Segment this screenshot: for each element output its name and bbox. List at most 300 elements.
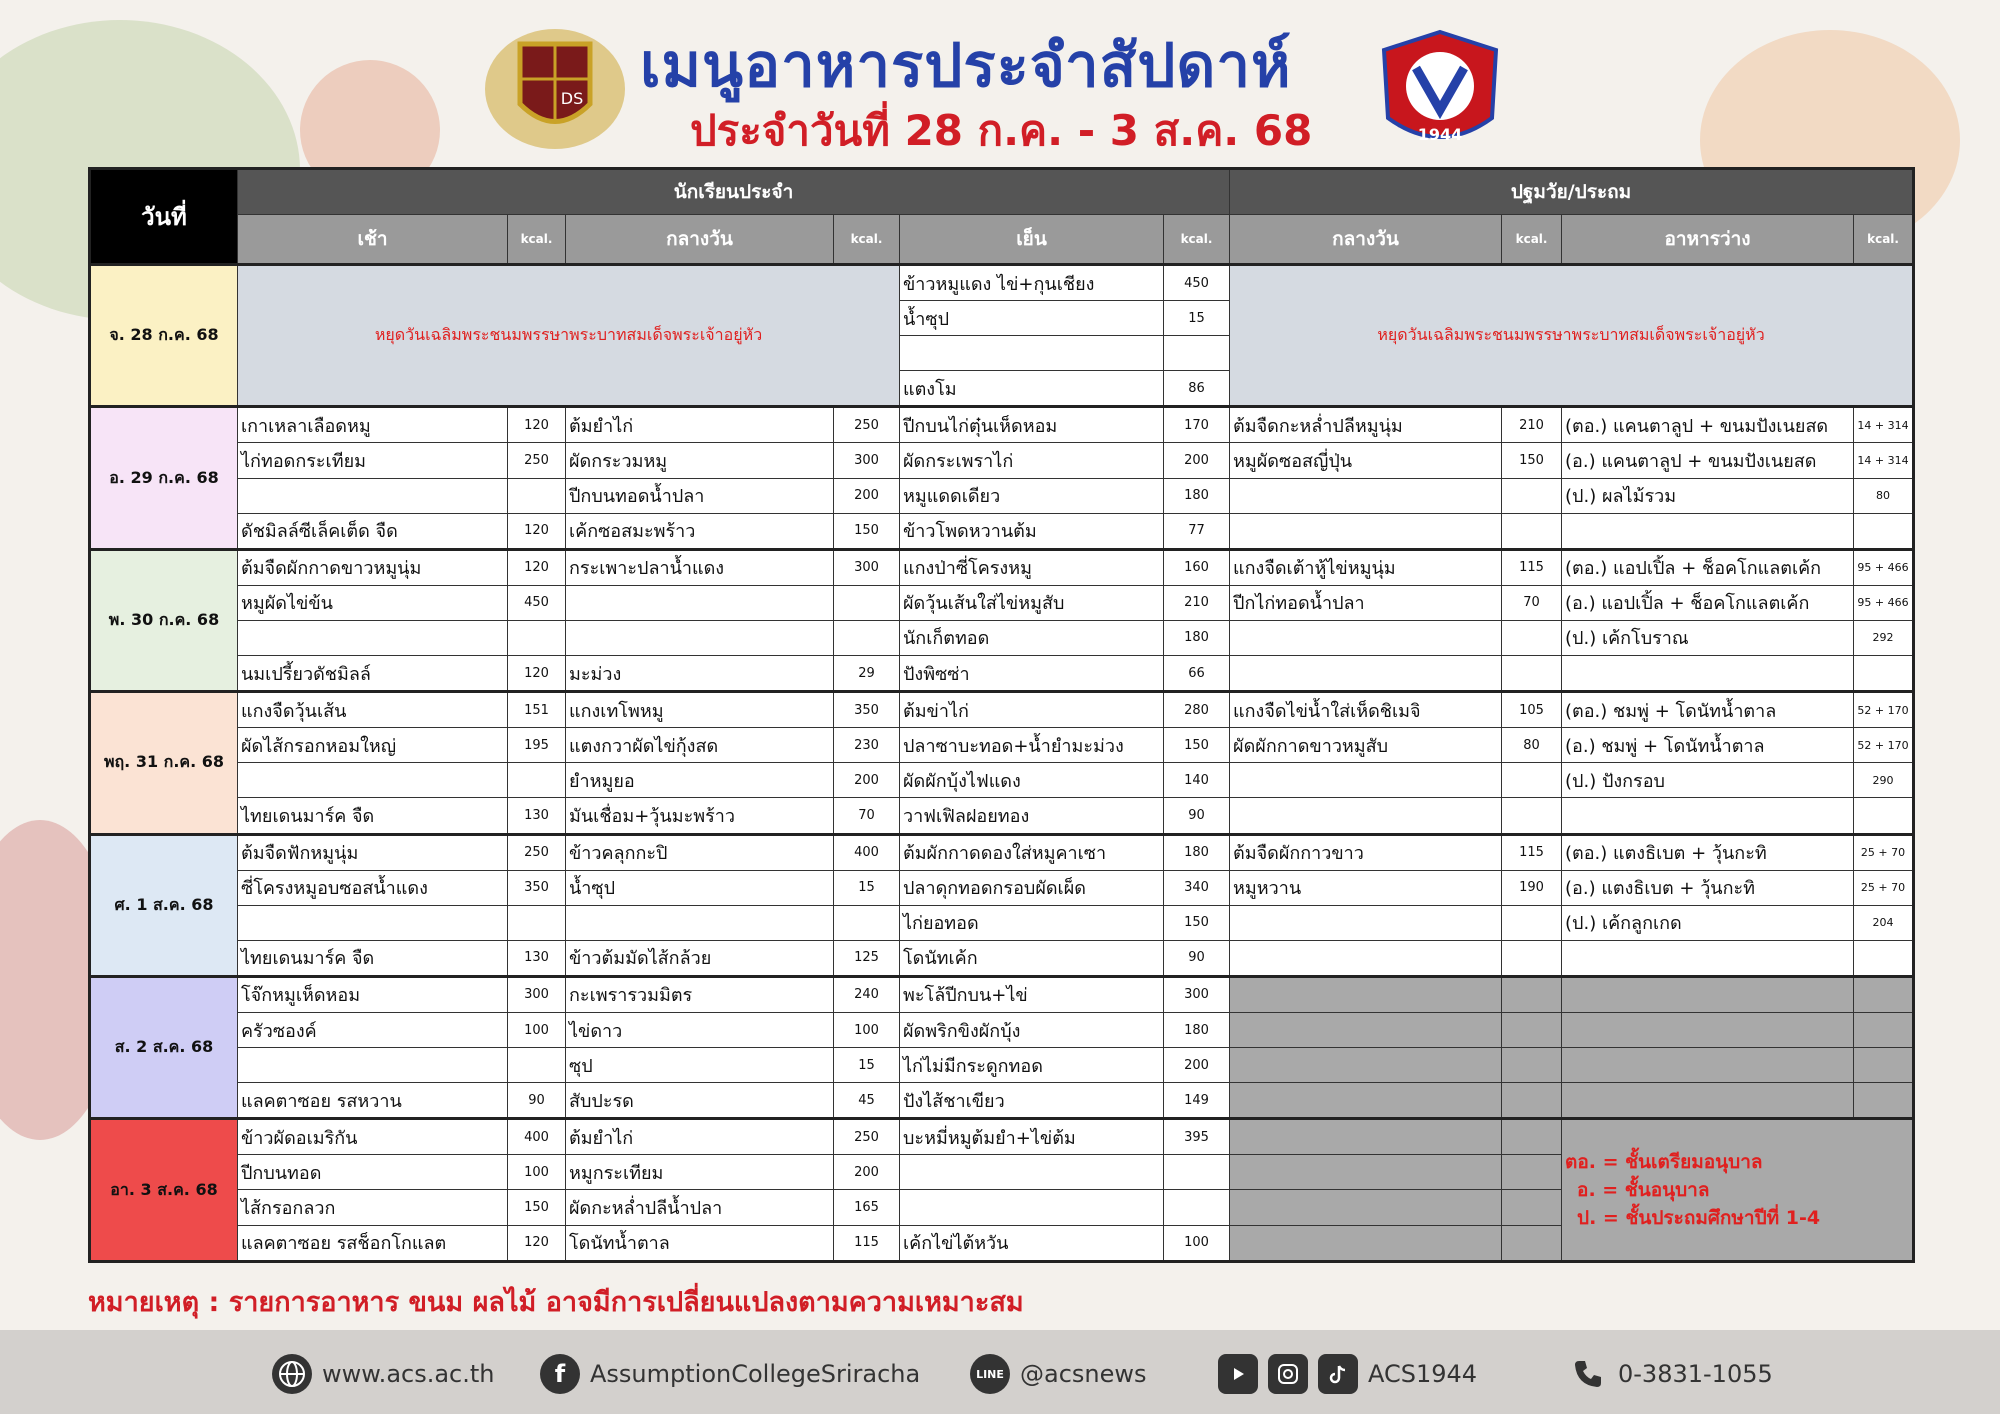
empty-cell — [1854, 976, 1914, 1012]
kcal-value: 350 — [508, 870, 566, 905]
kcal-value: 66 — [1164, 656, 1230, 692]
kcal-value: 120 — [508, 1225, 566, 1261]
empty-cell — [1230, 1012, 1502, 1047]
snack-item: (ตอ.) แอปเปิ้ล + ช็อคโกแลตเค้ก — [1562, 549, 1854, 585]
line-link[interactable] — [970, 1354, 1147, 1394]
snack-item: (อ.) แคนตาลูป + ขนมปังเนยสด — [1562, 443, 1854, 478]
snack-item — [1562, 513, 1854, 549]
kcal-value: 14 + 314 — [1854, 407, 1914, 443]
table-row — [90, 620, 1914, 655]
snack-item — [1562, 940, 1854, 976]
kcal-value: 290 — [1854, 763, 1914, 798]
table-row — [90, 1012, 1914, 1047]
breakfast-item: แกงจืดวุ้นเส้น — [238, 692, 508, 728]
kcal-value: 149 — [1164, 1083, 1230, 1119]
kcal-value: 400 — [834, 834, 900, 870]
lunch2-item — [1230, 940, 1502, 976]
breakfast-item: แลคตาซอย รสหวาน — [238, 1083, 508, 1119]
lunch-item: หมูกระเทียม — [566, 1155, 834, 1190]
kcal-value: 210 — [1164, 585, 1230, 620]
legend-cell — [1562, 1119, 1914, 1262]
breakfast-item: ต้มจืดฟักหมูนุ่ม — [238, 834, 508, 870]
kcal-value: 100 — [1164, 1225, 1230, 1261]
empty-cell — [1230, 1119, 1502, 1155]
kcal-value: 180 — [1164, 834, 1230, 870]
tiktok-icon[interactable] — [1318, 1354, 1358, 1394]
kcal-value: 25 + 70 — [1854, 834, 1914, 870]
table-row — [90, 478, 1914, 513]
kcal-value — [1854, 798, 1914, 834]
table-row — [90, 870, 1914, 905]
kcal-value — [1164, 1155, 1230, 1190]
lunch-item: ปีกบนทอดน้ำปลา — [566, 478, 834, 513]
lunch2-item: หมูหวาน — [1230, 870, 1502, 905]
kcal-value: 90 — [1164, 940, 1230, 976]
dinner-item: ผัดวุ้นเส้นใส่ไข่หมูสับ — [900, 585, 1164, 620]
empty-cell — [1502, 1083, 1562, 1119]
snack-item: (ป.) ผลไม้รวม — [1562, 478, 1854, 513]
day-label-cell: พฤ. 31 ก.ค. 68 — [90, 692, 238, 834]
kcal-value: 120 — [508, 656, 566, 692]
lunch-item: ยำหมูยอ — [566, 763, 834, 798]
kcal-value: 204 — [1854, 905, 1914, 940]
kcal-value: 195 — [508, 728, 566, 763]
snack-item: (ป.) เค้กโบราณ — [1562, 620, 1854, 655]
kcal-header: kcal. — [1164, 215, 1230, 265]
kcal-value: 151 — [508, 692, 566, 728]
breakfast-item: ไทยเดนมาร์ค จืด — [238, 798, 508, 834]
kcal-value: 15 — [834, 870, 900, 905]
phone-link[interactable] — [1568, 1354, 1773, 1394]
kcal-value: 190 — [1502, 870, 1562, 905]
lunch-item: มันเชื่อม+วุ้นมะพร้าว — [566, 798, 834, 834]
table-row — [90, 905, 1914, 940]
footer-bar — [0, 1330, 2000, 1414]
table-row — [90, 407, 1914, 443]
dinner-item: น้ำซุป — [900, 301, 1164, 336]
empty-cell — [1562, 1012, 1854, 1047]
breakfast-item — [238, 905, 508, 940]
kcal-value: 300 — [834, 549, 900, 585]
kcal-value: 80 — [1854, 478, 1914, 513]
table-row — [90, 940, 1914, 976]
breakfast-item — [238, 1048, 508, 1083]
social-links[interactable] — [1218, 1354, 1477, 1394]
dinner-item: เค้กไข่ไต้หวัน — [900, 1225, 1164, 1261]
snack-item: (อ.) ชมพู่ + โดนัทน้ำตาล — [1562, 728, 1854, 763]
kcal-value: 140 — [1164, 763, 1230, 798]
dinner-item: ผัดพริกขิงผักบุ้ง — [900, 1012, 1164, 1047]
kcal-value: 450 — [508, 585, 566, 620]
kcal-value: 250 — [834, 407, 900, 443]
holiday-notice-cell: หยุดวันเฉลิมพระชนมพรรษาพระบาทสมเด็จพระเจ้าอยู่หัว — [1230, 265, 1914, 407]
kcal-value: 77 — [1164, 513, 1230, 549]
website-text: www.acs.ac.th — [322, 1360, 495, 1388]
primary-lunch-header: กลางวัน — [1230, 215, 1502, 265]
kcal-value: 120 — [508, 407, 566, 443]
kcal-value: 90 — [1164, 798, 1230, 834]
breakfast-item: ผัดไส้กรอกหอมใหญ่ — [238, 728, 508, 763]
lunch2-item — [1230, 620, 1502, 655]
kcal-value: 29 — [834, 656, 900, 692]
kcal-value — [834, 620, 900, 655]
empty-cell — [1502, 1190, 1562, 1225]
empty-cell — [1562, 1048, 1854, 1083]
kcal-value: 115 — [1502, 549, 1562, 585]
boarding-group-header: นักเรียนประจำ — [238, 169, 1230, 215]
kcal-value: 120 — [508, 549, 566, 585]
kcal-value: 52 + 170 — [1854, 728, 1914, 763]
kcal-value: 230 — [834, 728, 900, 763]
empty-cell — [1230, 976, 1502, 1012]
dinner-item: ต้มผักกาดดองใส่หมูคาเซา — [900, 834, 1164, 870]
dinner-item: วาฟเฟิลฝอยทอง — [900, 798, 1164, 834]
kcal-value: 120 — [508, 513, 566, 549]
kcal-value — [1854, 656, 1914, 692]
kcal-value: 80 — [1502, 728, 1562, 763]
lunch2-item — [1230, 478, 1502, 513]
line-icon: LINE — [970, 1354, 1010, 1394]
empty-cell — [1502, 1012, 1562, 1047]
empty-cell — [1230, 1048, 1502, 1083]
kcal-value: 100 — [834, 1012, 900, 1047]
weekly-menu-table — [88, 167, 1915, 1263]
dinner-item: ปังพิซซ่า — [900, 656, 1164, 692]
empty-cell — [1854, 1083, 1914, 1119]
kcal-value: 15 — [1164, 301, 1230, 336]
kcal-value: 52 + 170 — [1854, 692, 1914, 728]
dinner-item: บะหมี่หมูต้มยำ+ไข่ต้ม — [900, 1119, 1164, 1155]
empty-cell — [1502, 1225, 1562, 1261]
kcal-value: 130 — [508, 940, 566, 976]
kcal-value — [1502, 763, 1562, 798]
kcal-value: 115 — [1502, 834, 1562, 870]
lunch2-item: แกงจืดไข่น้ำใส่เห็ดชิเมจิ — [1230, 692, 1502, 728]
kcal-value: 170 — [1164, 407, 1230, 443]
kcal-value: 250 — [508, 834, 566, 870]
dinner-item: แกงป่าซี่โครงหมู — [900, 549, 1164, 585]
website-link[interactable] — [272, 1354, 495, 1394]
snack-item: (อ.) แตงธิเบต + วุ้นกะทิ — [1562, 870, 1854, 905]
snack-item: (ตอ.) แตงธิเบต + วุ้นกะทิ — [1562, 834, 1854, 870]
empty-cell — [1230, 1225, 1502, 1261]
breakfast-item: หมูผัดไข่ข้น — [238, 585, 508, 620]
kcal-value: 90 — [508, 1083, 566, 1119]
footnote: หมายเหตุ : รายการอาหาร ขนม ผลไม้ อาจมีการเปลี่ยนแปลงตามความเหมาะสม — [88, 1287, 1024, 1318]
snack-header: อาหารว่าง — [1562, 215, 1854, 265]
lunch-item: ผัดกระวมหมู — [566, 443, 834, 478]
kcal-header: kcal. — [1854, 215, 1914, 265]
logo-year: 1944 — [1417, 125, 1463, 144]
kcal-value: 180 — [1164, 620, 1230, 655]
kcal-value — [508, 620, 566, 655]
table-row — [90, 798, 1914, 834]
empty-cell — [1230, 1190, 1502, 1225]
kcal-value: 350 — [834, 692, 900, 728]
legend-item: ตอ. = ชั้นเตรียมอนุบาล — [1565, 1151, 1763, 1174]
kcal-value — [834, 585, 900, 620]
snack-item: (ป.) เค้กลูกเกด — [1562, 905, 1854, 940]
table-row — [90, 976, 1914, 1012]
social-text: ACS1944 — [1368, 1360, 1478, 1388]
kcal-value: 340 — [1164, 870, 1230, 905]
breakfast-item: ไทยเดนมาร์ค จืด — [238, 940, 508, 976]
kcal-value: 395 — [1164, 1119, 1230, 1155]
kcal-value — [1502, 905, 1562, 940]
kcal-value: 15 — [834, 1048, 900, 1083]
table-row — [90, 763, 1914, 798]
empty-cell — [1562, 1083, 1854, 1119]
lunch-item: โดนัทน้ำตาล — [566, 1225, 834, 1261]
kcal-value — [1502, 940, 1562, 976]
table-row — [90, 549, 1914, 585]
kcal-value: 150 — [1164, 905, 1230, 940]
table-row — [90, 834, 1914, 870]
legend-item: ป. = ชั้นประถมศึกษาปีที่ 1-4 — [1577, 1207, 1821, 1230]
empty-cell — [1230, 1155, 1502, 1190]
kcal-value: 200 — [1164, 443, 1230, 478]
kcal-value: 115 — [834, 1225, 900, 1261]
lunch-item: ซุป — [566, 1048, 834, 1083]
breakfast-item: แลคตาซอย รสช็อกโกแลต — [238, 1225, 508, 1261]
kcal-value: 125 — [834, 940, 900, 976]
day-label-cell: จ. 28 ก.ค. 68 — [90, 265, 238, 407]
dinner-item: ข้าวโพดหวานต้ม — [900, 513, 1164, 549]
legend-item: อ. = ชั้นอนุบาล — [1577, 1179, 1710, 1202]
dinner-item: ไก่ไม่มีกระดูกทอด — [900, 1048, 1164, 1083]
kcal-value — [508, 1048, 566, 1083]
kcal-value: 400 — [508, 1119, 566, 1155]
primary-group-header: ปฐมวัย/ประถม — [1230, 169, 1914, 215]
empty-cell — [1502, 976, 1562, 1012]
lunch-item: เค้กซอสมะพร้าว — [566, 513, 834, 549]
kcal-header: kcal. — [1502, 215, 1562, 265]
kcal-value — [1502, 513, 1562, 549]
empty-cell — [1502, 1048, 1562, 1083]
kcal-value: 450 — [1164, 265, 1230, 301]
kcal-value: 70 — [834, 798, 900, 834]
kcal-value — [1502, 656, 1562, 692]
dinner-item: ต้มข่าไก่ — [900, 692, 1164, 728]
kcal-value — [1164, 336, 1230, 371]
kcal-value: 200 — [834, 1155, 900, 1190]
lunch2-item: หมูผัดซอสญี่ปุ่น — [1230, 443, 1502, 478]
snack-item: (ตอ.) แคนตาลูป + ขนมปังเนยสด — [1562, 407, 1854, 443]
line-text: @acsnews — [1020, 1360, 1147, 1388]
lunch2-item: ผัดผักกาดขาวหมูสับ — [1230, 728, 1502, 763]
lunch2-item: ต้มจืดกะหล่ำปลีหมูนุ่ม — [1230, 407, 1502, 443]
kcal-value: 150 — [1164, 728, 1230, 763]
lunch2-item: ปีกไก่ทอดน้ำปลา — [1230, 585, 1502, 620]
kcal-value: 165 — [834, 1190, 900, 1225]
lunch2-item: แกงจืดเต้าหู้ไข่หมูนุ่ม — [1230, 549, 1502, 585]
kcal-value: 240 — [834, 976, 900, 1012]
kcal-value: 70 — [1502, 585, 1562, 620]
kcal-header: kcal. — [834, 215, 900, 265]
dinner-item: โดนัทเค้ก — [900, 940, 1164, 976]
crest-letters: DS — [560, 89, 584, 108]
dinner-item — [900, 336, 1164, 371]
lunch2-item: ต้มจืดผักกาวขาว — [1230, 834, 1502, 870]
lunch-item: สับปะรด — [566, 1083, 834, 1119]
lunch-item: แกงเทโพหมู — [566, 692, 834, 728]
snack-item — [1562, 798, 1854, 834]
lunch-item — [566, 905, 834, 940]
table-row — [90, 513, 1914, 549]
lunch-item: ผัดกะหล่ำปลีน้ำปลา — [566, 1190, 834, 1225]
table-row — [90, 1083, 1914, 1119]
kcal-value: 210 — [1502, 407, 1562, 443]
kcal-value: 200 — [834, 478, 900, 513]
kcal-value — [1502, 798, 1562, 834]
lunch2-item — [1230, 905, 1502, 940]
lunch-item — [566, 585, 834, 620]
lunch-item: ข้าวคลุกกะปิ — [566, 834, 834, 870]
youtube-icon[interactable] — [1218, 1354, 1258, 1394]
day-label-cell: อา. 3 ส.ค. 68 — [90, 1119, 238, 1262]
breakfast-item: นมเปรี้ยวดัชมิลล์ — [238, 656, 508, 692]
day-column-header: วันที่ — [90, 169, 238, 265]
kcal-value: 100 — [508, 1012, 566, 1047]
empty-cell — [1502, 1119, 1562, 1155]
day-label-cell: อ. 29 ก.ค. 68 — [90, 407, 238, 549]
kcal-value — [1854, 513, 1914, 549]
lunch-item: มะม่วง — [566, 656, 834, 692]
breakfast-item: ครัวซองค์ — [238, 1012, 508, 1047]
kcal-value: 150 — [508, 1190, 566, 1225]
facebook-link[interactable] — [540, 1354, 920, 1394]
snack-item: (ป.) ปังกรอบ — [1562, 763, 1854, 798]
dinner-item: นักเก็ตทอด — [900, 620, 1164, 655]
kcal-value — [508, 763, 566, 798]
kcal-value: 130 — [508, 798, 566, 834]
lunch2-item — [1230, 798, 1502, 834]
phone-icon — [1568, 1354, 1608, 1394]
kcal-value: 95 + 466 — [1854, 585, 1914, 620]
kcal-value: 180 — [1164, 478, 1230, 513]
table-row — [90, 692, 1914, 728]
kcal-value — [834, 905, 900, 940]
dinner-header: เย็น — [900, 215, 1164, 265]
dinner-item: ปลาซาบะทอด+น้ำยำมะม่วง — [900, 728, 1164, 763]
dinner-item: แตงโม — [900, 371, 1164, 407]
lunch-item: ต้มยำไก่ — [566, 407, 834, 443]
header — [0, 0, 2000, 165]
kcal-value: 300 — [834, 443, 900, 478]
facebook-icon: f — [540, 1354, 580, 1394]
kcal-value: 100 — [508, 1155, 566, 1190]
kcal-value: 150 — [834, 513, 900, 549]
kcal-value: 250 — [508, 443, 566, 478]
breakfast-item: ไส้กรอกลวก — [238, 1190, 508, 1225]
dinner-item: ผัดผักบุ้งไฟแดง — [900, 763, 1164, 798]
breakfast-item: ปีกบนทอด — [238, 1155, 508, 1190]
kcal-value: 14 + 314 — [1854, 443, 1914, 478]
holiday-notice-cell: หยุดวันเฉลิมพระชนมพรรษาพระบาทสมเด็จพระเจ้าอยู่หัว — [238, 265, 900, 407]
lunch-item: น้ำซุป — [566, 870, 834, 905]
kcal-value: 160 — [1164, 549, 1230, 585]
page-subtitle: ประจำวันที่ 28 ก.ค. - 3 ส.ค. 68 — [690, 106, 1313, 155]
breakfast-item: ต้มจืดผักกาดขาวหมูนุ่ม — [238, 549, 508, 585]
snack-item: (อ.) แอปเปิ้ล + ช็อคโกแลตเค้ก — [1562, 585, 1854, 620]
snack-item: (ตอ.) ชมพู่ + โดนัทน้ำตาล — [1562, 692, 1854, 728]
empty-cell — [1854, 1048, 1914, 1083]
acs-logo-icon — [1378, 28, 1502, 158]
kcal-value: 105 — [1502, 692, 1562, 728]
kcal-value — [1854, 940, 1914, 976]
breakfast-item: โจ๊กหมูเห็ดหอม — [238, 976, 508, 1012]
lunch2-item — [1230, 513, 1502, 549]
empty-cell — [1230, 1083, 1502, 1119]
dinner-item: หมูแดดเดียว — [900, 478, 1164, 513]
breakfast-item: ไก่ทอดกระเทียม — [238, 443, 508, 478]
dinner-item — [900, 1190, 1164, 1225]
dinner-item: ปลาดุกทอดกรอบผัดเผ็ด — [900, 870, 1164, 905]
dinner-item: ไก่ยอทอด — [900, 905, 1164, 940]
table-row — [90, 1048, 1914, 1083]
day-label-cell: ส. 2 ส.ค. 68 — [90, 976, 238, 1118]
kcal-value: 150 — [1502, 443, 1562, 478]
kcal-value: 200 — [834, 763, 900, 798]
dinner-item — [900, 1155, 1164, 1190]
breakfast-item — [238, 763, 508, 798]
lunch-item: กระเพาะปลาน้ำแดง — [566, 549, 834, 585]
empty-cell — [1562, 976, 1854, 1012]
kcal-value: 95 + 466 — [1854, 549, 1914, 585]
kcal-value: 200 — [1164, 1048, 1230, 1083]
kcal-value: 180 — [1164, 1012, 1230, 1047]
table-row — [90, 265, 1914, 301]
dinner-item: ปังไส้ชาเขียว — [900, 1083, 1164, 1119]
breakfast-item — [238, 620, 508, 655]
kcal-value: 300 — [1164, 976, 1230, 1012]
kcal-value — [1502, 620, 1562, 655]
breakfast-item: เกาเหลาเลือดหมู — [238, 407, 508, 443]
kcal-value — [508, 905, 566, 940]
kcal-value — [508, 478, 566, 513]
lunch-item: แตงกวาผัดไข่กุ้งสด — [566, 728, 834, 763]
kcal-value: 45 — [834, 1083, 900, 1119]
day-label-cell: ศ. 1 ส.ค. 68 — [90, 834, 238, 976]
kcal-value: 300 — [508, 976, 566, 1012]
empty-cell — [1854, 1012, 1914, 1047]
kcal-value: 280 — [1164, 692, 1230, 728]
kcal-value: 86 — [1164, 371, 1230, 407]
table-row — [90, 443, 1914, 478]
breakfast-header: เช้า — [238, 215, 508, 265]
breakfast-item — [238, 478, 508, 513]
lunch-item — [566, 620, 834, 655]
dinner-item: ผัดกระเพราไก่ — [900, 443, 1164, 478]
breakfast-item: ซี่โครงหมูอบซอสน้ำแดง — [238, 870, 508, 905]
lunch2-item — [1230, 763, 1502, 798]
kcal-header: kcal. — [508, 215, 566, 265]
kcal-value — [1164, 1190, 1230, 1225]
lunch2-item — [1230, 656, 1502, 692]
table-row — [90, 585, 1914, 620]
table-row — [90, 656, 1914, 692]
breakfast-item: ข้าวผัดอเมริกัน — [238, 1119, 508, 1155]
kcal-value: 292 — [1854, 620, 1914, 655]
table-row — [90, 1119, 1914, 1155]
lunch-item: ต้มยำไก่ — [566, 1119, 834, 1155]
kcal-value: 250 — [834, 1119, 900, 1155]
breakfast-item: ดัชมิลล์ซีเล็คเต็ด จืด — [238, 513, 508, 549]
kcal-value: 25 + 70 — [1854, 870, 1914, 905]
phone-text: 0-3831-1055 — [1618, 1360, 1773, 1388]
lunch-item: ไข่ดาว — [566, 1012, 834, 1047]
instagram-icon[interactable] — [1268, 1354, 1308, 1394]
